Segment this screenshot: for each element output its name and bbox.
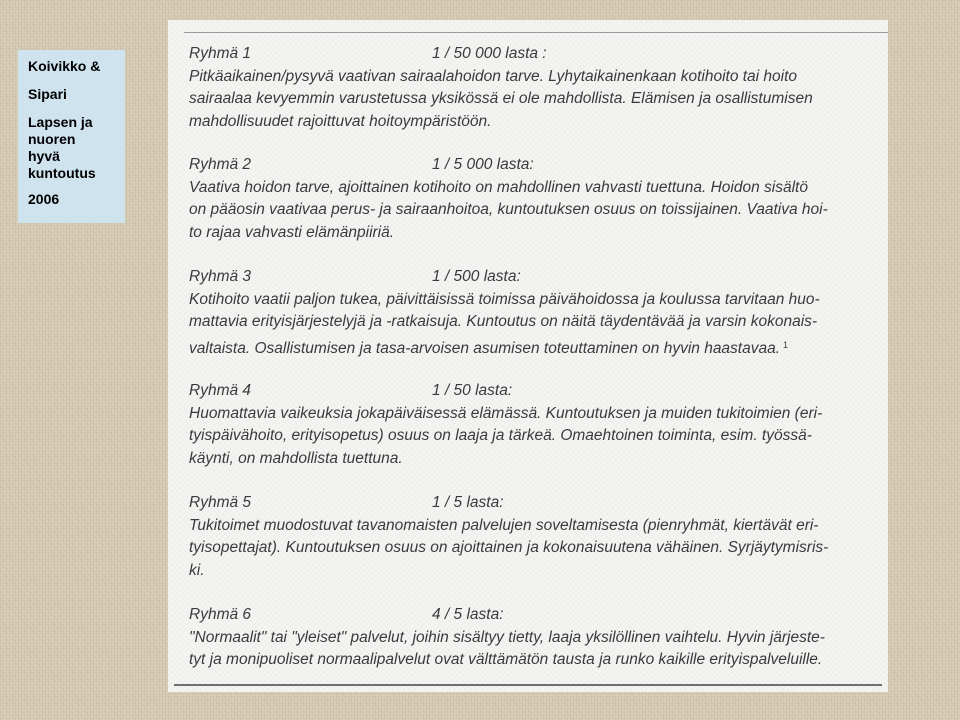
book-title-line-2: nuoren <box>28 131 76 147</box>
book-title-line-3: hyvä <box>28 148 60 164</box>
group-3-line: Kotihoito vaatii paljon tukea, päivittäisissä toimissa päivähoidossa ja koulussa tarvitaan huo- <box>189 290 820 308</box>
group-4 <box>189 380 879 470</box>
group-5-header <box>189 492 879 515</box>
group-6-line: tyt ja monipuoliset normaalipalvelut ovat välttämätön tausta ja runko kaikille erityispalveluille. <box>189 651 823 668</box>
group-5-ratio: 1 / 5 lasta: <box>432 494 504 511</box>
group-4-line: käynti, on mahdollista tuettuna. <box>189 449 403 467</box>
group-2-line: to rajaa vahvasti elämänpiiriä. <box>189 223 395 241</box>
group-2-description <box>189 177 879 245</box>
book-title-line-4: kuntoutus <box>28 165 96 181</box>
group-4-header <box>189 380 879 403</box>
footnote-marker: 1 <box>783 339 789 350</box>
group-3-ratio: 1 / 500 lasta: <box>432 268 521 285</box>
group-4-ratio: 1 / 50 lasta: <box>432 382 513 399</box>
group-2-ratio: 1 / 5 000 lasta: <box>432 156 534 173</box>
book-title-line-1: Lapsen ja <box>28 114 93 130</box>
group-4-name: Ryhmä 4 <box>189 382 252 399</box>
group-6-header <box>189 604 879 627</box>
group-4-line: Huomattavia vaikeuksia jokapäiväisessä elämässä. Kuntoutuksen ja muiden tukitoimien (eri- <box>189 404 823 422</box>
group-6-ratio: 4 / 5 lasta: <box>432 606 504 623</box>
top-rule <box>184 32 888 33</box>
group-3-line <box>189 334 879 361</box>
group-6-description <box>189 627 879 672</box>
group-3-header <box>189 266 879 289</box>
group-5-name: Ryhmä 5 <box>189 494 252 511</box>
group-1-description <box>189 66 879 134</box>
group-4-line: tyispäivähoito, erityisopetus) osuus on laaja ja tärkeä. Omaehtoinen toiminta, esim. työssä- <box>189 427 812 444</box>
group-1-name: Ryhmä 1 <box>189 45 252 62</box>
source-caption-box <box>18 50 125 223</box>
group-1-header <box>189 43 879 66</box>
group-1 <box>189 43 879 133</box>
group-3 <box>189 266 879 360</box>
group-3-description <box>189 289 879 361</box>
group-5-line: ki. <box>189 561 205 579</box>
group-3-name: Ryhmä 3 <box>189 268 252 285</box>
group-1-ratio: 1 / 50 000 lasta : <box>432 45 547 62</box>
group-2-line: on pääosin vaativaa perus- ja sairaanhoitoa, kuntoutuksen osuus on toissijainen. Vaativa hoi- <box>189 201 828 218</box>
group-6 <box>189 604 879 672</box>
group-2-header <box>189 154 879 177</box>
group-3-line: mattavia erityisjärjestelyjä ja -ratkaisuja. Kuntoutus on näitä täydentävää ja varsin kokonais- <box>189 313 818 330</box>
author-line-2: Sipari <box>28 86 67 102</box>
group-4-description <box>189 403 879 471</box>
group-6-name: Ryhmä 6 <box>189 606 252 623</box>
group-5 <box>189 492 879 582</box>
group-1-line: mahdollisuudet rajoittuvat hoitoympäristöön. <box>189 112 492 130</box>
group-1-line: Pitkäaikainen/pysyvä vaativan sairaalahoidon tarve. Lyhytaikainenkaan kotihoito tai hoito <box>189 67 798 85</box>
group-1-line: sairaalaa kevyemmin varustetussa yksikössä ei ole mahdollista. Elämisen ja osallistumisen <box>189 90 813 107</box>
group-6-line: "Normaalit" tai "yleiset" palvelut, joihin sisältyy tietty, laaja yksilöllinen vaihtelu. Hyvin järjeste- <box>189 628 825 646</box>
group-2-line: Vaativa hoidon tarve, ajoittainen kotihoito on mahdollinen vahvasti tuettuna. Hoidon sisältö <box>189 178 808 196</box>
group-2-name: Ryhmä 2 <box>189 156 252 173</box>
group-2 <box>189 154 879 244</box>
group-5-line: Tukitoimet muodostuvat tavanomaisten palvelujen soveltamisesta (pienryhmät, kiertävät eri- <box>189 516 819 534</box>
publication-year: 2006 <box>28 191 60 207</box>
bottom-rule <box>174 684 882 686</box>
group-5-description <box>189 515 879 583</box>
author-line-1: Koivikko & <box>28 58 101 74</box>
scanned-page <box>168 20 888 692</box>
group-3-line-text: valtaista. Osallistumisen ja tasa-arvoisen asumisen toteuttaminen on hyvin haastavaa. <box>189 339 781 357</box>
group-5-line: tyisopettajat). Kuntoutuksen osuus on ajoittainen ja kokonaisuutena vähäinen. Syrjäytymisris- <box>189 539 829 556</box>
